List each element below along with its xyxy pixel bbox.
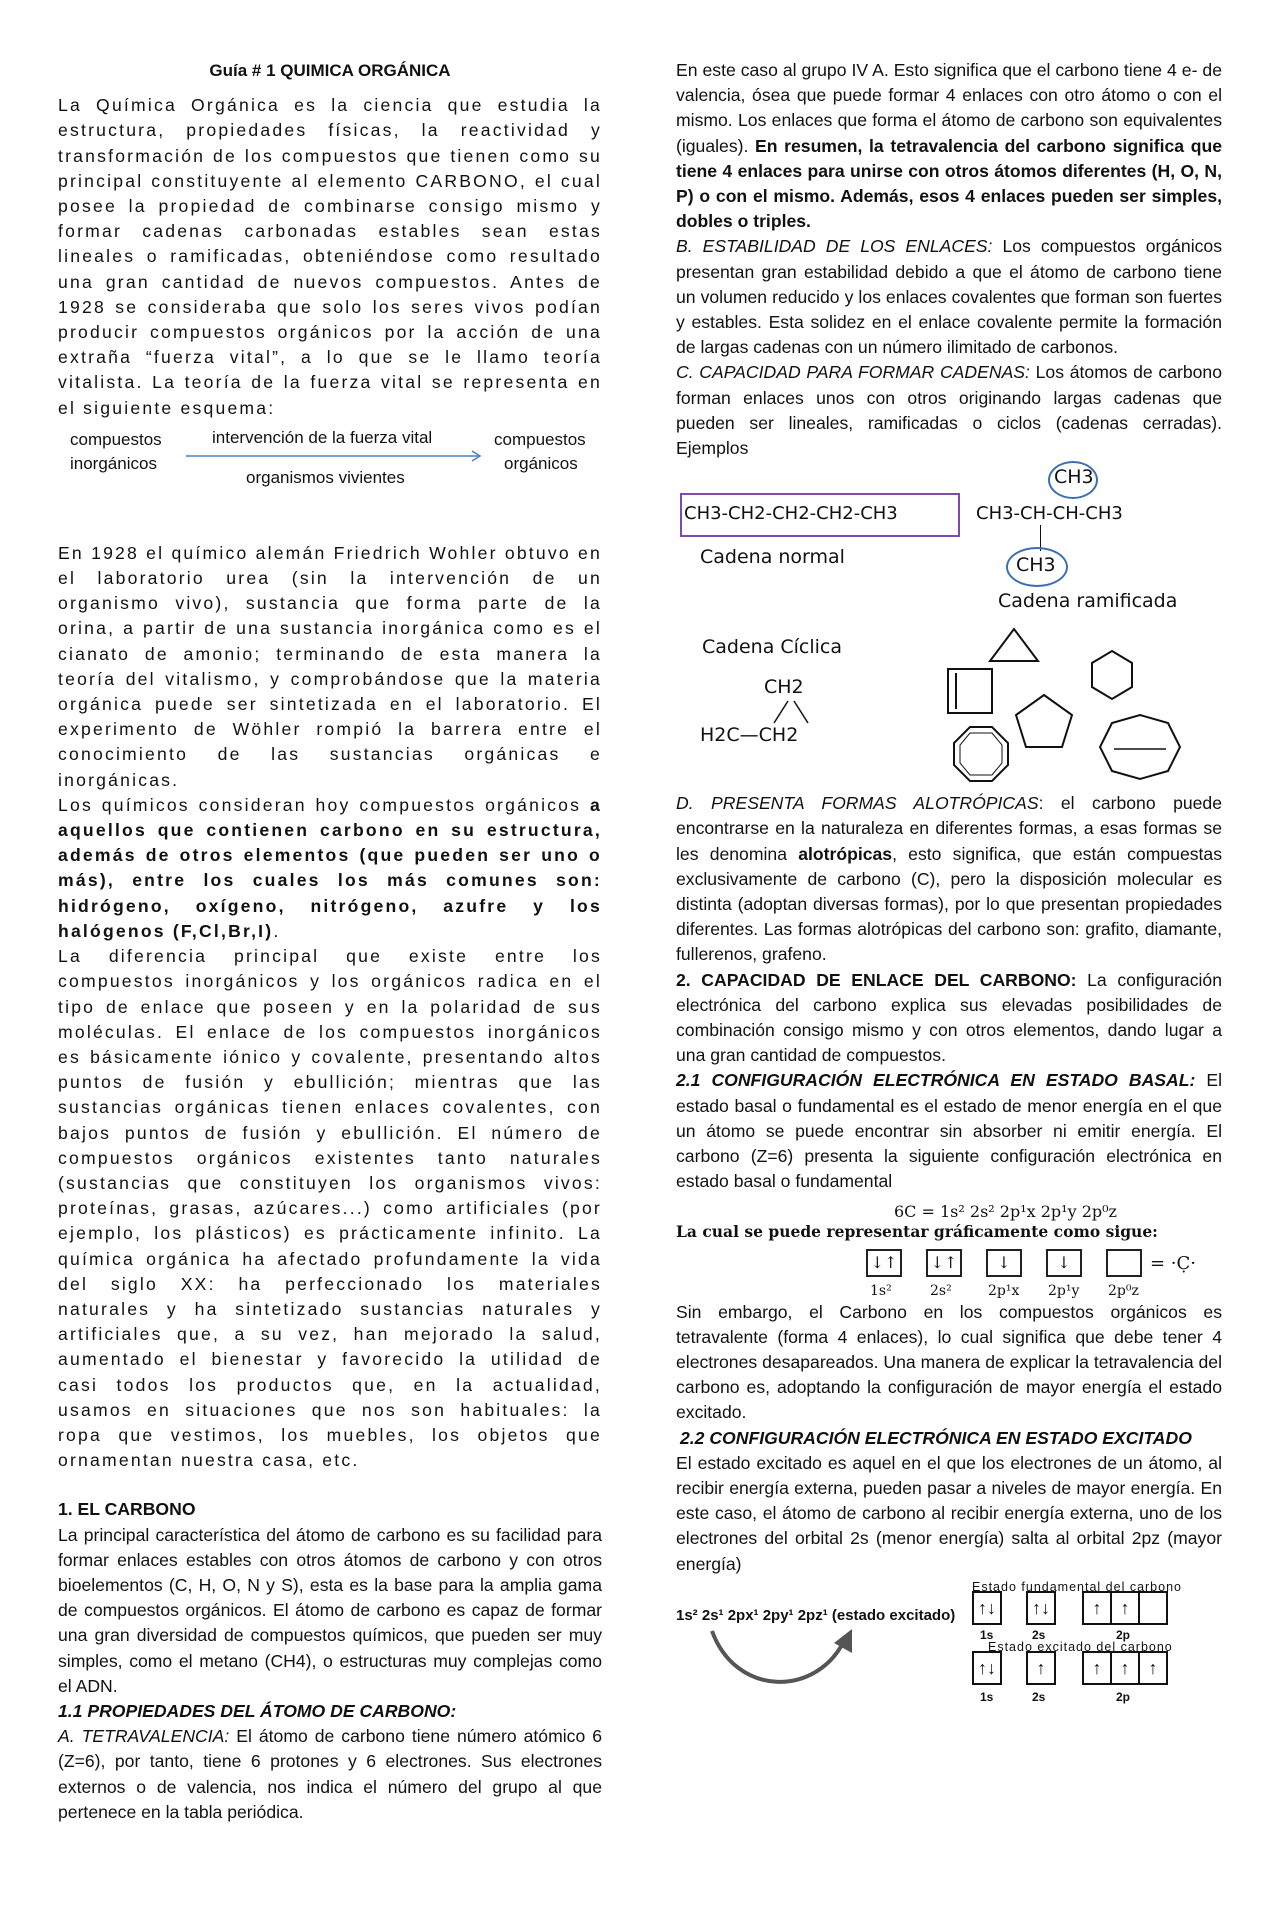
consider-text: Los químicos consideran hoy compuestos orgánicos (58, 794, 590, 815)
allotropic-label: D. PRESENTA FORMAS ALOTRÓPICAS (676, 793, 1039, 814)
orbital-label-2py: 2p¹y (1048, 1282, 1080, 1299)
scheme-top: intervención de la fuerza vital (212, 427, 433, 447)
orbital-label-2pz: 2p⁰z (1108, 1282, 1139, 1299)
orbital-label-1s: 1s² (870, 1282, 892, 1299)
ring-shapes-icon (946, 623, 1216, 783)
fund-label-1s: 1s (980, 1627, 994, 1642)
exc-label-2p: 2p (1116, 1689, 1131, 1704)
fund-box-2s: ↑↓ (1026, 1591, 1056, 1625)
scheme-left-1: compuestos (70, 429, 162, 449)
allotropic-text-a: : el carbono puede encontrarse en la naturaleza en diferentes formas, a esas formas se les denomina (676, 793, 1222, 864)
fundamental-title: Estado fundamental del carbono (972, 1579, 1182, 1594)
excited-title: Estado excitado del carbono (988, 1639, 1173, 1654)
exc-box-2s: ↑ (1026, 1651, 1056, 1685)
basal-paragraph (676, 1068, 1222, 1194)
carbon-paragraph: La principal característica del átomo de carbono es su facilidad para formar enlaces estables con otros átomos de carbono y con otros bioelementos (C, H, O, N y S), esta es la base para la amplia gama de compuestos orgánicos. El átomo de carbono es capaz de formar una gran diversidad de compuestos químicos, que pueden ser muy simples, como el metano (CH4), o estructuras muy complejas como el ADN. (58, 1524, 602, 1696)
allotropic-text-b: , esto significa, que están compuestas exclusivamente de carbono (C), pero la disposición molecular es distinta (adoptan diversas formas), por lo que presentan propiedades diferentes. Las formas alotrópicas del carbono son: grafito, diamante, fullerenos, grafeno. (676, 843, 1222, 965)
exc-box-2pz: ↑ (1138, 1651, 1168, 1685)
capacity-text: La configuración electrónica del carbono explica sus elevadas posibilidades de combinación consigo mismo y con otros elementos, dando lugar a una gran cantidad de compuestos. (676, 969, 1222, 1066)
wohler-paragraph: En 1928 el químico alemán Friedrich Wohler obtuvo en el laboratorio urea (sin la intervención de un organismo vivo), sustancia que forma parte de la orina, a partir de una sustancia inorgánica como es el cianato de amonio; terminando de esta manera la teoría del vitalismo, y comprobándose que la materia orgánica puede ser sintetizada en el laboratorio. El experimento de Wöhler rompió la barrera entre el conocimiento de las sustancias orgánicas e inorgánicas. (58, 542, 602, 790)
exc-box-1s: ↑↓ (972, 1651, 1002, 1685)
orbital-box-2px: ↓ (986, 1249, 1022, 1277)
basal-configuration-figure (676, 1195, 1222, 1300)
orbital-label-2px: 2p¹x (988, 1282, 1020, 1299)
orbital-box-2s: ↓↑ (926, 1249, 962, 1277)
vital-force-scheme (58, 427, 602, 493)
arrow-right-icon (186, 450, 486, 462)
orbital-box-2py: ↓ (1046, 1249, 1082, 1277)
consider-paragraph (58, 793, 602, 944)
ch3-top: CH3 (1054, 466, 1094, 489)
left-column (58, 58, 602, 1825)
allotropic-bold: alotrópicas (798, 843, 893, 864)
stability-paragraph (676, 234, 1222, 360)
orbital-label-2s: 2s² (930, 1282, 952, 1299)
stability-text: Los compuestos orgánicos presentan gran estabilidad debido a que el átomo de carbono tiene un volumen reducido y los enlaces covalentes que forman son fuertes y estables. Esta solidez en el enlace covalente permite la formación de largas cadenas con un número ilimitado de carbonos. (676, 236, 1222, 358)
capacity-paragraph (676, 968, 1222, 1069)
tetravalence-text: El átomo de carbono tiene número atómico 6 (Z=6), por tanto, tiene 6 protones y 6 electrones. Sus electrones externos o de valencia, nos indica el número del grupo al que pertenece en la tabla periódica. (58, 1726, 602, 1822)
cyclic-ring-bottom: H2C—CH2 (700, 724, 799, 747)
capacity-heading: 2. CAPACIDAD DE ENLACE DEL CARBONO: (676, 969, 1077, 990)
orbital-box-1s: ↓↑ (866, 1249, 902, 1277)
page-title: Guía # 1 QUIMICA ORGÁNICA (209, 61, 451, 80)
normal-chain-formula: CH3-CH2-CH2-CH2-CH3 (684, 503, 898, 525)
scheme-bottom: organismos vivientes (246, 467, 405, 487)
chain-examples-figure (676, 461, 1222, 791)
intro-paragraph: La Química Orgánica es la ciencia que estudia la estructura, propiedades físicas, la reactividad y transformación de los compuestos que tienen como su principal constituyente al elemento CARBONO, el cual posee la propiedad de combinarse consigo mismo y formar cadenas carbonadas estables sean estas lineales o ramificadas, obteniéndose como resultado una gran cantidad de nuevos compuestos. Antes de 1928 se consideraba que solo los seres vivos podían producir compuestos orgánicos por la acción de una extraña “fuerza vital”, a lo que se le llamo teoría vitalista. La teoría de la fuerza vital se representa en el siguiente esquema: (58, 95, 602, 418)
excited-paragraph: El estado excitado es aquel en el que los electrones de un átomo, al recibir energía externa, pueden pasar a niveles de mayor energía. En este caso, el átomo de carbono al recibir energía externa, uno de los electrones del orbital 2s (menor energía) salta al orbital 2pz (mayor energía) (676, 1452, 1222, 1574)
allotropic-paragraph (676, 791, 1222, 967)
fund-box-2py: ↑ (1110, 1591, 1140, 1625)
excited-heading: 2.2 CONFIGURACIÓN ELECTRÓNICA EN ESTADO EXCITADO (680, 1427, 1192, 1448)
lewis-symbol: = ·C̣· (1150, 1252, 1197, 1274)
exc-box-2py: ↑ (1110, 1651, 1140, 1685)
cyclic-chain-label: Cadena Cíclica (702, 636, 843, 659)
ch3-bottom: CH3 (1016, 554, 1056, 577)
cyclopropane-bonds (764, 699, 824, 725)
basal-heading: 2.1 CONFIGURACIÓN ELECTRÓNICA EN ESTADO BASAL: (676, 1070, 1196, 1091)
branch-chain-label: Cadena ramificada (998, 590, 1178, 613)
scheme-right-1: compuestos (494, 429, 586, 449)
chains-label: C. CAPACIDAD PARA FORMAR CADENAS: (676, 362, 1030, 383)
fund-label-2s: 2s (1032, 1627, 1046, 1642)
carbon-heading: 1. EL CARBONO (58, 1499, 196, 1520)
scheme-right-2: orgánicos (504, 453, 578, 473)
exc-label-1s: 1s (980, 1689, 994, 1704)
fund-box-1s: ↑↓ (972, 1591, 1002, 1625)
consider-bold: a aquellos que contienen carbono en su estructura, además de otros elementos (que pueden ser uno o más), entre los cuales los más comunes son: hidrógeno, oxígeno, nitrógeno, azufre y los halógenos (F,Cl,Br,I) (58, 794, 602, 941)
properties-heading: 1.1 PROPIEDADES DEL ÁTOMO DE CARBONO: (58, 1700, 457, 1721)
exc-box-2px: ↑ (1082, 1651, 1112, 1685)
tetravalent-paragraph: Sin embargo, el Carbono en los compuestos orgánicos es tetravalente (forma 4 enlaces), lo cual significa que debe tener 4 electrones desapareados. Una manera de explicar la tetravalencia del carbono es, adoptando la configuración de mayor energía el estado excitado. (676, 1301, 1222, 1423)
basal-text: El estado basal o fundamental es el estado de menor energía en el que un átomo se puede encontrar sin absorber ni emitir energía. El carbono (Z=6) presenta la siguiente configuración electrónica en estado basal o fundamental (676, 1070, 1222, 1192)
normal-chain-label: Cadena normal (700, 546, 845, 569)
difference-paragraph: La diferencia principal que existe entre los compuestos inorgánicos y los orgánicos radica en el tipo de enlace que poseen y en la polaridad de sus moléculas. El enlace de los compuestos inorgánicos es básicamente iónico y covalente, presentando altos puntos de fusión y ebullición; mientras que las sustancias orgánicas tienen enlaces covalentes, con bajos puntos de fusión y ebullición. El número de compuestos orgánicos existentes tanto naturales (sustancias que constituyen los organismos vivos: proteínas, grasas, azúcares...) como artificiales (por ejemplo, los plásticos) es prácticamente infinito. La química orgánica ha afectado profundamente la vida del siglo XX: ha perfeccionado los materiales naturales y ha sintetizado sustancias naturales y artificiales que, a su vez, han mejorado la salud, aumentado el bienestar y favorecido la utilidad de casi todos los productos que, en la actualidad, usamos en situaciones que nos son habituales: la ropa que vestimos, los muebles, los objetos que ornamentan nuestra casa, etc. (58, 946, 602, 1471)
fund-box-2px: ↑ (1082, 1591, 1112, 1625)
consider-end: . (273, 920, 281, 941)
tetravalence-label: A. TETRAVALENCIA: (58, 1726, 230, 1747)
group-text: En este caso al grupo IV A. Esto significa que el carbono tiene 4 e- de valencia, ósea que puede formar 4 enlaces con otro átomo o con el mismo. Los enlaces que forma el átomo de carbono son equivalentes (iguales). (676, 60, 1222, 156)
exc-label-2s: 2s (1032, 1689, 1046, 1704)
fund-label-2p: 2p (1116, 1627, 1131, 1642)
excited-config: 1s² 2s¹ 2px¹ 2py¹ 2pz¹ (estado excitado) (676, 1606, 956, 1624)
orbital-box-2pz (1106, 1249, 1142, 1277)
scheme-left-2: inorgánicos (70, 453, 157, 473)
excited-state-figure (676, 1577, 1222, 1707)
group-summary: En resumen, la tetravalencia del carbono significa que tiene 4 enlaces para unirse con otros átomos diferentes (H, O, N, P) o con el mismo. Además, esos 4 enlaces pueden ser simples, dobles o triples. (676, 135, 1223, 232)
graph-caption: La cual se puede representar gráficamente como sigue: (676, 1221, 1158, 1241)
fund-box-2pz (1138, 1591, 1168, 1625)
jump-arrow-icon (706, 1627, 866, 1697)
right-column (676, 58, 1222, 1707)
chains-paragraph (676, 360, 1222, 461)
cyclic-ch2-top: CH2 (764, 676, 804, 699)
tetravalence-paragraph (58, 1724, 602, 1825)
group-paragraph (676, 58, 1222, 234)
chains-text: Los átomos de carbono forman enlaces unos con otros originando largas cadenas que pueden ser lineales, ramificadas o ciclos (cadenas cerradas). Ejemplos (676, 362, 1223, 459)
stability-label: B. ESTABILIDAD DE LOS ENLACES: (676, 236, 993, 257)
branch-chain-formula: CH3-CH-CH-CH3 (976, 503, 1123, 525)
basal-formula: 6C = 1s² 2s² 2p¹x 2p¹y 2p⁰z (894, 1201, 1117, 1221)
